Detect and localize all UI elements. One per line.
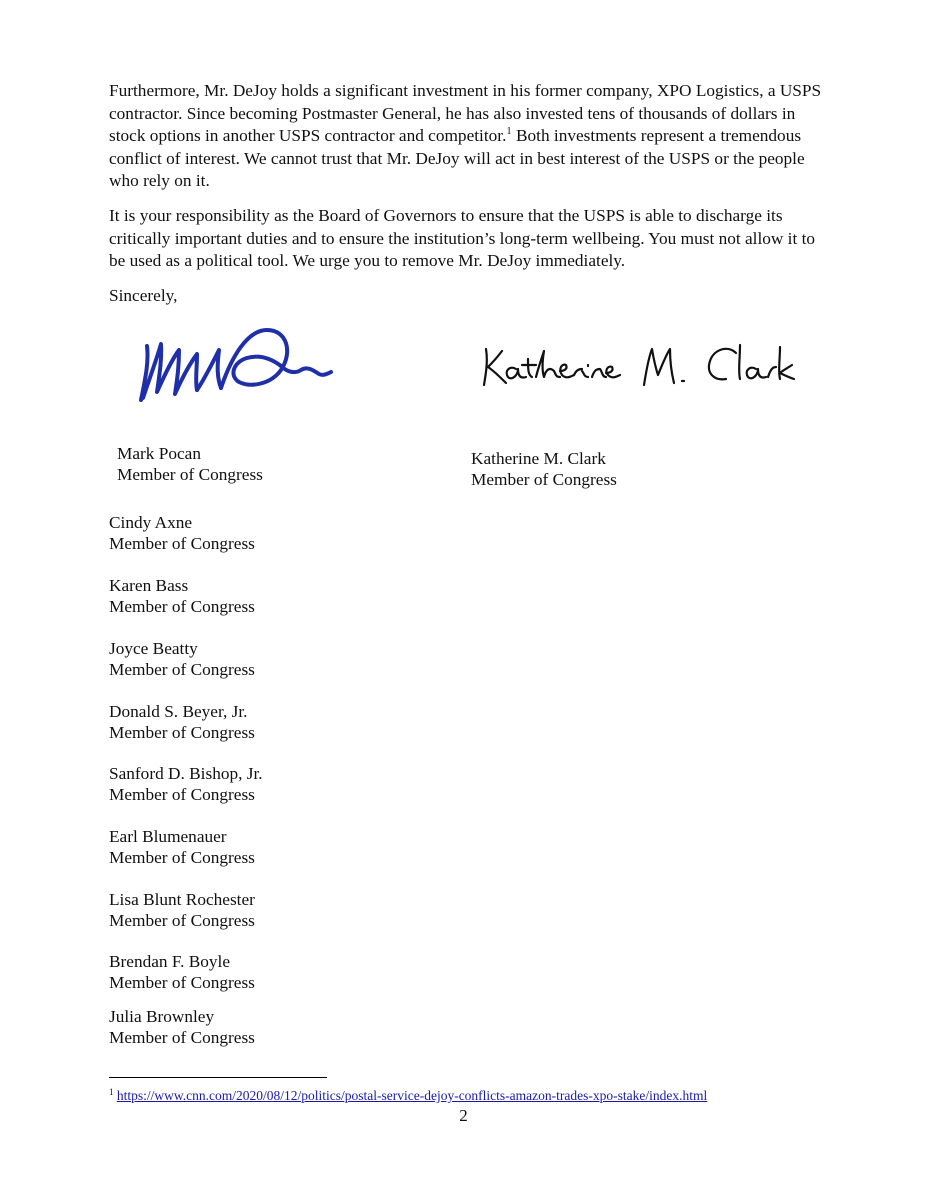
signer-entry <box>109 512 255 554</box>
signer-entry <box>109 951 255 993</box>
signature-block-mark-pocan <box>117 443 263 485</box>
signer-title: Member of Congress <box>471 470 617 489</box>
signer-title: Member of Congress <box>109 534 255 553</box>
signature-block-katherine-clark <box>471 448 617 490</box>
signer-name: Mark Pocan <box>117 444 201 463</box>
footnote <box>109 1087 707 1104</box>
signer-title: Member of Congress <box>109 785 255 804</box>
signer-name: Lisa Blunt Rochester <box>109 890 255 909</box>
closing-salutation: Sincerely, <box>109 286 178 305</box>
signer-name: Joyce Beatty <box>109 639 198 658</box>
signer-entry <box>109 1006 255 1048</box>
signer-title: Member of Congress <box>109 723 255 742</box>
signer-name: Katherine M. Clark <box>471 449 606 468</box>
signer-title: Member of Congress <box>109 911 255 930</box>
footnote-reference: 1 <box>506 126 512 137</box>
paragraph-investments-text: Furthermore, Mr. DeJoy holds a significant investment in his former company, XPO Logistics, a USPS contractor. Since becoming Postmaster General, he has also invested tens of thousands of dollars in stock options in another USPS contractor and competitor. <box>109 81 822 145</box>
paragraph-responsibility: It is your responsibility as the Board of Governors to ensure that the USPS is able to discharge its critically important duties and to ensure the institution’s long-term wellbeing. You must not allow it to be used as a political tool. We urge you to remove Mr. DeJoy immediately. <box>109 206 816 270</box>
signer-entry <box>109 701 255 743</box>
signature-mark-pocan <box>135 318 335 418</box>
signer-title: Member of Congress <box>109 660 255 679</box>
footnote-divider <box>109 1077 327 1078</box>
signer-entry <box>109 575 255 617</box>
signer-name: Julia Brownley <box>109 1007 215 1026</box>
page-number: 2 <box>459 1106 468 1125</box>
signer-title: Member of Congress <box>117 465 263 484</box>
signature-katherine-m-clark <box>478 335 798 395</box>
paragraph-investments-tail: Both investments represent a tremendous conflict of interest. We cannot trust that Mr. DeJoy will act in best interest of the USPS or the people who rely on it. <box>109 126 805 190</box>
signer-entry <box>109 826 255 868</box>
signer-name: Sanford D. Bishop, Jr. <box>109 764 263 783</box>
paragraph-investments <box>109 80 829 193</box>
signer-title: Member of Congress <box>109 597 255 616</box>
signer-name: Brendan F. Boyle <box>109 952 231 971</box>
footnote-link[interactable]: https://www.cnn.com/2020/08/12/politics/postal-service-dejoy-conflicts-amazon-trades-xpo-stake/index.html <box>116 1088 708 1103</box>
signer-name: Karen Bass <box>109 576 189 595</box>
signer-title: Member of Congress <box>109 1028 255 1047</box>
signer-entry <box>109 638 255 680</box>
signer-title: Member of Congress <box>109 973 255 992</box>
signer-name: Cindy Axne <box>109 513 193 532</box>
signer-entry <box>109 889 255 931</box>
signer-name: Donald S. Beyer, Jr. <box>109 702 248 721</box>
footnote-marker: 1 <box>109 1087 114 1097</box>
signer-title: Member of Congress <box>109 848 255 867</box>
signer-name: Earl Blumenauer <box>109 827 227 846</box>
signer-entry <box>109 763 263 805</box>
